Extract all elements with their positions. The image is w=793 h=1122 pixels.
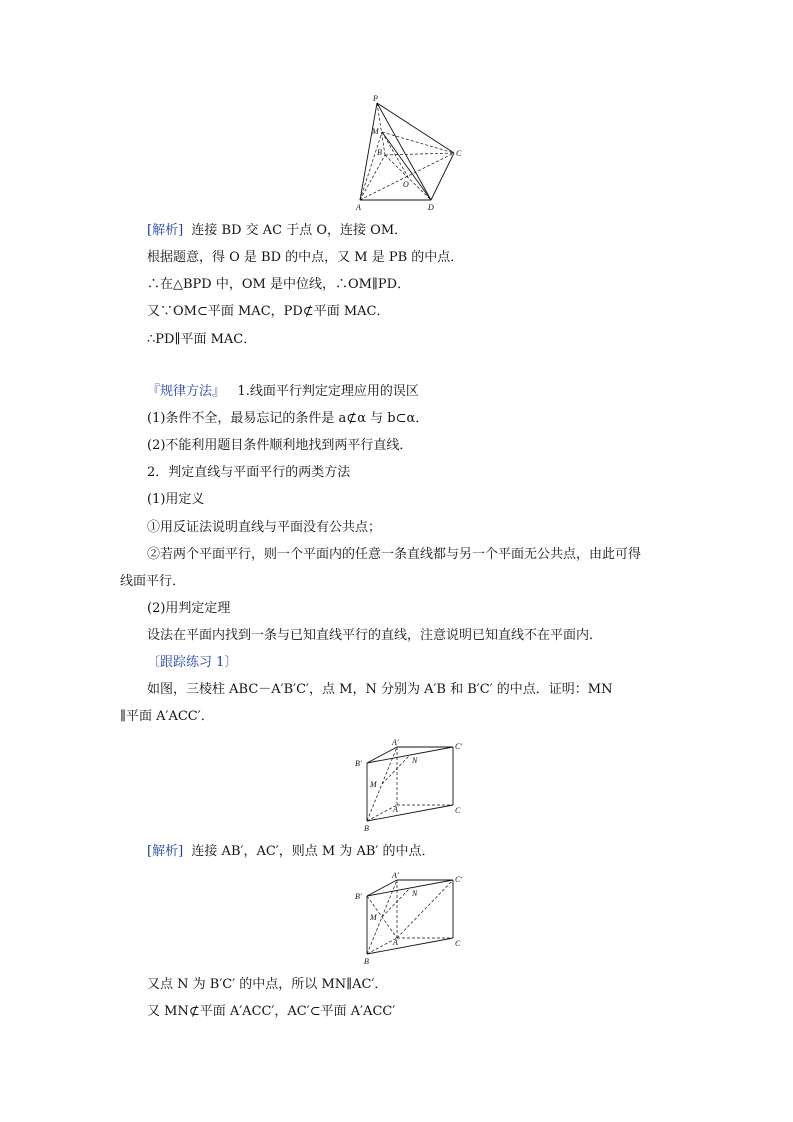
label-A: A: [393, 938, 398, 947]
solution-2-line-3: 又 MN⊄平面 A′ACC′，AC′⊂平面 A′ACC′: [147, 1004, 396, 1019]
label-P: P: [373, 94, 378, 103]
label-M: M: [372, 127, 379, 136]
label-A: A: [356, 203, 361, 212]
label-A1: A′: [392, 871, 399, 880]
method-line-3: (2)不能利用题目条件顺利地找到两平行直线．: [147, 438, 413, 453]
label-D: D: [428, 203, 434, 212]
label-B1: B′: [355, 759, 362, 768]
solution-1-line-4: 又∵OM⊂平面 MAC，PD⊄平面 MAC．: [147, 304, 390, 319]
label-M: M: [370, 780, 377, 789]
method-line-10: 设法在平面内找到一条与已知直线平行的直线，注意说明已知直线不在平面内．: [147, 628, 603, 643]
label-A: A: [393, 805, 398, 814]
label-B: B: [364, 957, 369, 966]
solution-1-line-1: [解析] 连接 BD 交 AC 于点 O，连接 OM．: [147, 223, 408, 238]
solution-1-line-3: ∴在△BPD 中，OM 是中位线，∴OM∥PD．: [147, 277, 411, 292]
label-N: N: [412, 756, 418, 765]
pyramid-figure: [350, 92, 470, 214]
label-C1: C′: [455, 742, 463, 751]
practice-line-2: ∥平面 A′ACC′．: [120, 709, 214, 724]
solution-1-line-2: 根据题意，得 O 是 BD 的中点，又 M 是 PB 的中点．: [147, 250, 464, 265]
label-C: C: [456, 149, 462, 158]
label-A1: A′: [392, 738, 399, 747]
method-tag: 『规律方法』: [147, 384, 226, 399]
label-C1: C′: [455, 875, 463, 884]
prism-figure-2: [352, 869, 472, 969]
method-line-7: ②若两个平面平行，则一个平面内的任意一条直线都与另一个平面无公共点，由此可得: [147, 547, 642, 562]
label-M: M: [370, 913, 377, 922]
solution-1-line-5: ∴PD∥平面 MAC．: [147, 332, 257, 347]
label-B: B: [364, 824, 369, 833]
solution-tag: [解析]: [147, 223, 184, 238]
practice-tag: 〔跟踪练习 1〕: [147, 655, 238, 670]
label-O: O: [403, 180, 409, 189]
solution-2-line-2: 又点 N 为 B′C′ 的中点，所以 MN∥AC′．: [147, 977, 388, 992]
method-line-9: (2)用判定定理: [147, 601, 231, 616]
method-line-8: 线面平行．: [120, 574, 186, 589]
method-line-1: 『规律方法』 1.线面平行判定定理应用的误区: [147, 384, 419, 399]
solution-2-line-1: [解析] 连接 AB′，AC′，则点 M 为 AB′ 的中点．: [147, 844, 435, 859]
label-C: C: [455, 806, 461, 815]
prism-figure-1: [352, 736, 472, 836]
label-B1: B′: [355, 892, 362, 901]
method-line-6: ①用反证法说明直线与平面没有公共点；: [147, 520, 382, 535]
method-line-2: (1)条件不全，最易忘记的条件是 a⊄α 与 b⊂α．: [147, 411, 429, 426]
label-B: B: [377, 148, 382, 157]
practice-line-1: 如图，三棱柱 ABC－A′B′C′，点 M，N 分别为 A′B 和 B′C′ 的中点．证明：MN: [147, 682, 613, 697]
label-N: N: [412, 889, 418, 898]
method-line-4: 2．判定直线与平面平行的两类方法: [147, 465, 351, 480]
method-line-5: (1)用定义: [147, 492, 205, 507]
solution-tag: [解析]: [147, 844, 184, 859]
label-C: C: [455, 939, 461, 948]
